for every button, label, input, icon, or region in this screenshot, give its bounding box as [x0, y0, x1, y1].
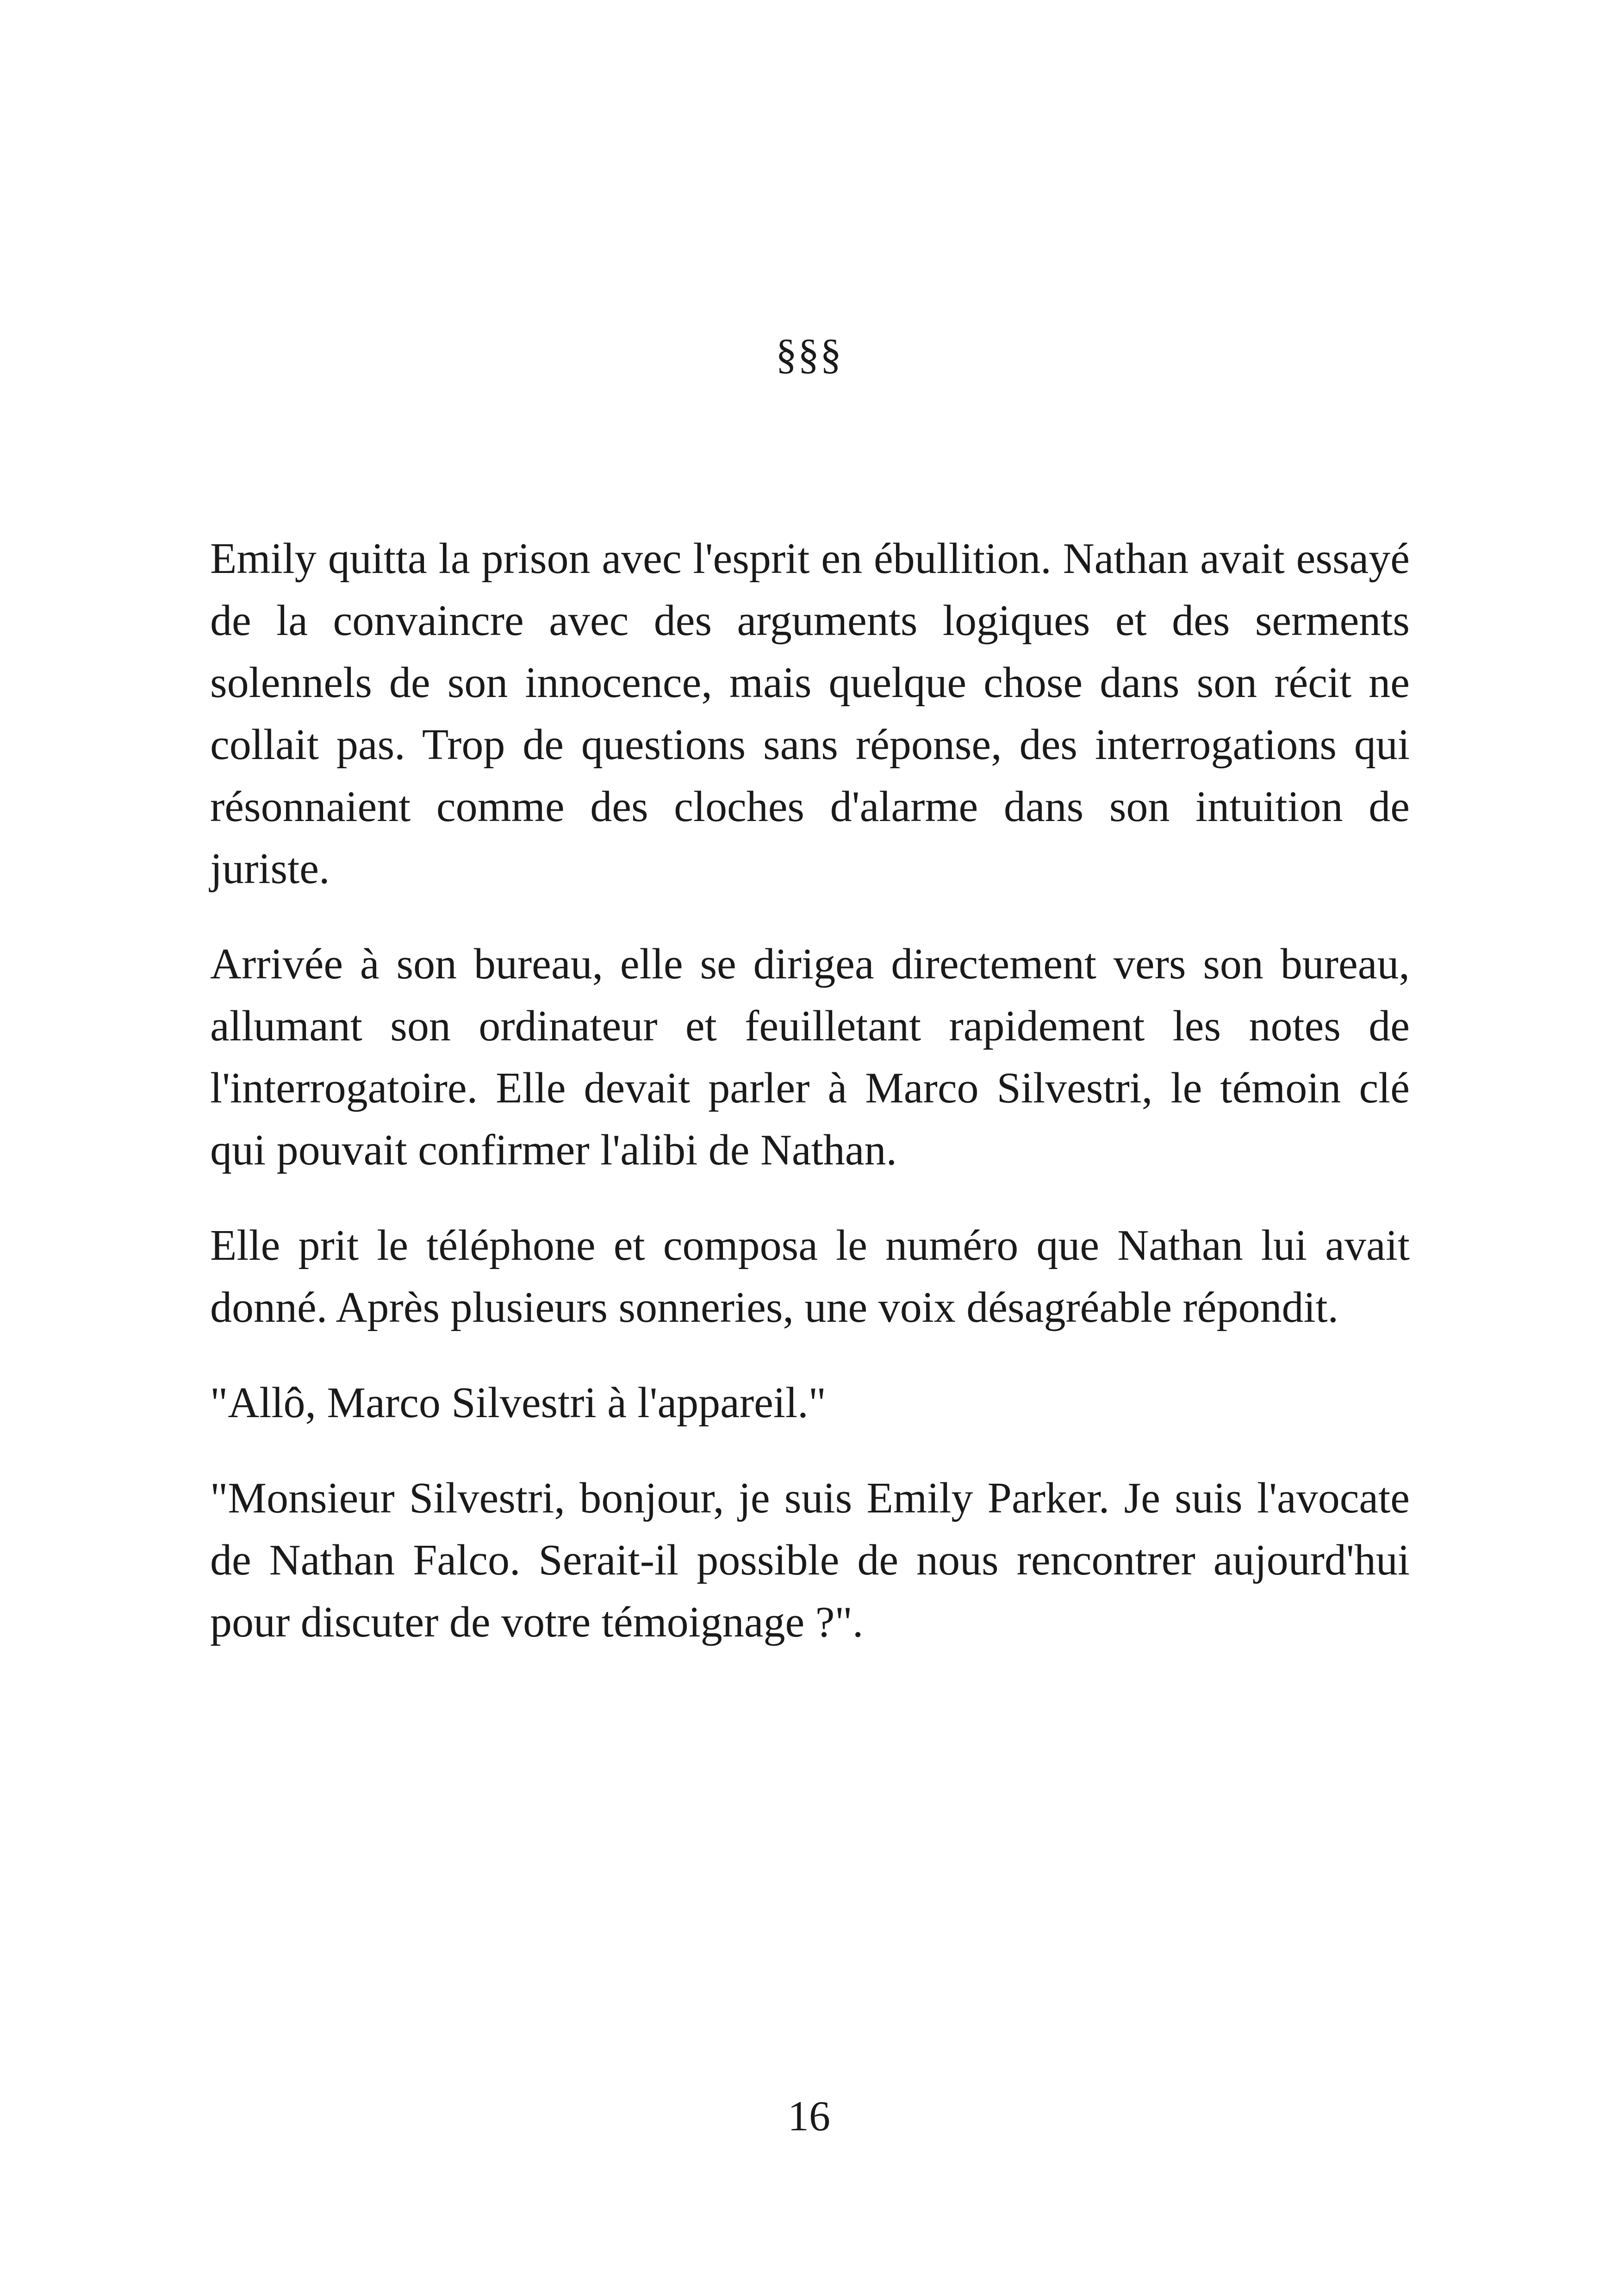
paragraph-5: "Monsieur Silvestri, bonjour, je suis Emily Parker. Je suis l'avocate de Nathan Falco. Serait-il possible de nous rencontrer aujourd'hui pour discuter de votre témoignage ?". [210, 1474, 1410, 1646]
page-number: 16 [788, 2092, 830, 2140]
paragraph-4: "Allô, Marco Silvestri à l'appareil." [210, 1379, 827, 1427]
paragraph-3: Elle prit le téléphone et composa le numéro que Nathan lui avait donné. Après plusieurs sonneries, une voix désagréable répondit. [210, 1221, 1410, 1332]
paragraph-2: Arrivée à son bureau, elle se dirigea directement vers son bureau, allumant son ordinateur et feuilletant rapidement les notes de l'interrogatoire. Elle devait parler à Marco Silvestri, le témoin clé qui pouvait confirmer l'alibi de Nathan. [210, 940, 1410, 1174]
paragraph-1: Emily quitta la prison avec l'esprit en ébullition. Nathan avait essayé de la convaincre avec des arguments logiques et des serments solennels de son innocence, mais quelque chose dans son récit ne collait pas. Trop de questions sans réponse, des interrogations qui résonnaient comme des cloches d'alarme dans son intuition de juriste. [210, 535, 1410, 893]
section-separator: §§§ [776, 330, 842, 378]
body-text [210, 528, 1410, 1686]
